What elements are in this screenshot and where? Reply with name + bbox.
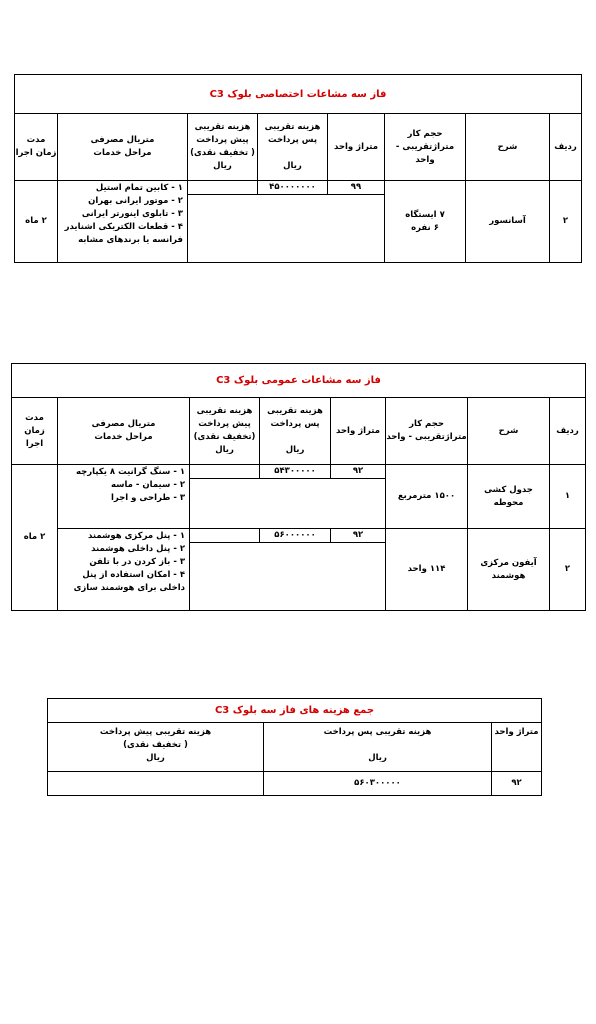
cell-empty — [188, 195, 385, 263]
header-unit-area: متراژ واحد — [328, 114, 385, 181]
header-post-payment-cost: هزینه تقریبی پس پرداخت ریال — [264, 723, 492, 772]
cell-description: جدول کشی محوطه — [468, 465, 550, 529]
cell-unit-area: ۹۲ — [331, 529, 386, 543]
header-row-number: ردیف — [550, 114, 582, 181]
header-unit-area: متراژ واحد — [331, 398, 386, 465]
private-common-areas-table — [14, 74, 582, 263]
table-title: فاز سه مشاعات اختصاصی بلوک C3 — [15, 75, 582, 114]
header-row-number: ردیف — [550, 398, 586, 465]
cell-empty — [190, 479, 386, 529]
cell-description: آیفون مرکزی هوشمند — [468, 529, 550, 611]
cell-post-payment-cost: ۵۴۳۰۰۰۰۰ — [260, 465, 331, 479]
cell-row-number: ۱ — [550, 465, 586, 529]
header-pre-payment-cost: هزینه تقریبی پیش پرداخت ( تخفیف نقدی) ریال — [188, 114, 258, 181]
cell-materials: ۱ - کابین تمام استیل ۲ - موتور ایرانی بهران ۳ - تابلوی اینورتر ایرانی ۴ - قطعات الکتریکی اشنایدر فرانسه یا برندهای مشابه — [58, 181, 188, 263]
header-post-payment-cost: هزینه تقریبی پس پرداخت ریال — [260, 398, 331, 465]
cell-pre-payment-cost — [48, 772, 264, 796]
cell-work-volume: ۱۵۰۰ مترمربع — [386, 465, 468, 529]
cell-description: آسانسور — [466, 181, 550, 263]
cell-row-number: ۲ — [550, 181, 582, 263]
cell-pre-payment-cost — [190, 529, 260, 543]
cell-work-volume: ۷ ایستگاه ۶ نفره — [385, 181, 466, 263]
table-title: فاز سه مشاعات عمومی بلوک C3 — [12, 364, 586, 398]
cell-duration: ۲ ماه — [12, 465, 58, 611]
header-materials: متریال مصرفی مراحل خدمات — [58, 398, 190, 465]
cell-post-payment-cost: ۵۶۰۰۰۰۰۰ — [260, 529, 331, 543]
cell-duration: ۲ ماه — [15, 181, 58, 263]
cell-unit-area: ۹۲ — [331, 465, 386, 479]
header-materials: متریال مصرفی مراحل خدمات — [58, 114, 188, 181]
header-duration: مدت زمان اجرا — [15, 114, 58, 181]
cell-work-volume: ۱۱۴ واحد — [386, 529, 468, 611]
header-pre-payment-cost: هزینه تقریبی پیش پرداخت (تخفیف نقدی) ریال — [190, 398, 260, 465]
header-duration: مدت زمان اجرا — [12, 398, 58, 465]
cell-row-number: ۲ — [550, 529, 586, 611]
cell-unit-area: ۹۲ — [492, 772, 542, 796]
cell-unit-area: ۹۹ — [328, 181, 385, 195]
header-post-payment-cost: هزینه تقریبی پس پرداخت ریال — [258, 114, 328, 181]
cell-materials: ۱ - پنل مرکزی هوشمند ۲ - پنل داخلی هوشمند ۳ - باز کردن در با تلفن ۴ - امکان استفاده از پنل داخلی برای هوشمند سازی — [58, 529, 190, 611]
header-description: شرح — [468, 398, 550, 465]
phase-three-cost-summary-table — [47, 698, 542, 796]
cell-empty — [190, 543, 386, 611]
table-title: جمع هزینه های فاز سه بلوک C3 — [48, 699, 542, 723]
cell-post-payment-cost: ۵۶۰۳۰۰۰۰۰ — [264, 772, 492, 796]
cell-materials: ۱ - سنگ گرانیت ۸ یکپارچه ۲ - سیمان - ماسه ۳ - طراحی و اجرا — [58, 465, 190, 529]
header-description: شرح — [466, 114, 550, 181]
cell-pre-payment-cost — [188, 181, 258, 195]
cell-post-payment-cost: ۴۵۰۰۰۰۰۰۰ — [258, 181, 328, 195]
header-work-volume: حجم کار متراژتقریبی - واحد — [386, 398, 468, 465]
cell-pre-payment-cost — [190, 465, 260, 479]
header-unit-area: متراژ واحد — [492, 723, 542, 772]
header-pre-payment-cost: هزینه تقریبی پیش پرداخت ( تخفیف نقدی) ریال — [48, 723, 264, 772]
header-work-volume: حجم کار متراژتقریبی - واحد — [385, 114, 466, 181]
public-common-areas-table — [11, 363, 586, 611]
